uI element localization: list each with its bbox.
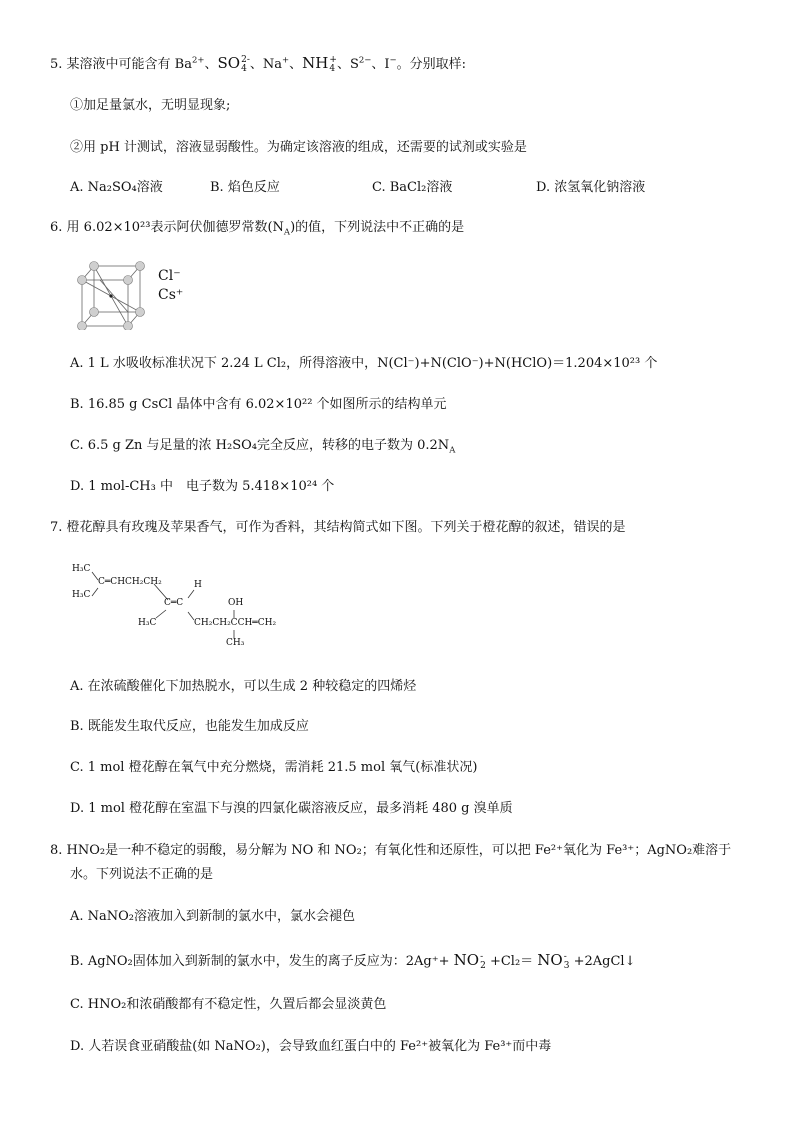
q8-stem-line2: 水。下列说法不正确的是 (70, 867, 214, 882)
cesium-label: Cs⁺ (158, 287, 184, 303)
cscl-unit-cell-figure (72, 258, 192, 330)
q7-stem: 7. 橙花醇具有玫瑰及苹果香气，可作为香料，其结构简式如下图。下列关于橙花醇的叙述，错误的是 (50, 520, 626, 535)
q5-option-c[interactable]: C. BaCl₂溶液 (372, 180, 453, 195)
q5-option-a[interactable]: A. Na₂SO₄溶液 (70, 180, 163, 195)
q8-option-b[interactable]: B. AgNO₂固体加入到新制的氯水中，发生的离子反应为：2Ag⁺+ NO - 2 +Cl₂＝ NO - 3 +2AgCl↓ (70, 951, 636, 971)
q7-option-b[interactable]: B. 既能发生取代反应，也能发生加成反应 (70, 719, 309, 734)
struct-chain-2: CH₂CH₂CCH═CH₂ (194, 618, 277, 628)
nerolidol-structure (70, 560, 310, 650)
q5-stem: 5. 某溶液中可能含有 $Ba^{2+}$、SO 2- 4 、Na+、NH + 4 、$S^{2-}$、I−。分别取样: (50, 54, 467, 74)
q6-option-a[interactable]: A. 1 L 水吸收标准状况下 2.24 L Cl₂，所得溶液中，N(Cl⁻)+N(ClO⁻)+N(HClO)＝1.204×10²³ 个 (70, 356, 658, 371)
struct-h3c-mid: H₃C (138, 618, 157, 628)
q7-option-d[interactable]: D. 1 mol 橙花醇在室温下与溴的四氯化碳溶液反应，最多消耗 480 g 溴单质 (70, 801, 513, 816)
q6-option-c[interactable]: C. 6.5 g Zn 与足量的浓 H₂SO₄完全反应，转移的电子数为 $0.2N_A$ (70, 438, 456, 456)
struct-h3c-top: H₃C (72, 564, 91, 574)
q8-option-c[interactable]: C. HNO₂和浓硝酸都有不稳定性，久置后都会显淡黄色 (70, 997, 387, 1012)
q8-option-a[interactable]: A. NaNO₂溶液加入到新制的氯水中，氯水会褪色 (70, 909, 356, 924)
q7-option-a[interactable]: A. 在浓硫酸催化下加热脱水，可以生成 2 种较稳定的四烯烃 (70, 679, 417, 694)
struct-cc-double-bond: C═C (164, 598, 184, 608)
struct-oh: OH (228, 598, 244, 608)
q8-stem-line1: 8. HNO₂是一种不稳定的弱酸，易分解为 NO 和 NO₂；有氧化性和还原性，可以把 Fe²⁺氧化为 Fe³⁺；AgNO₂难溶于 (50, 843, 732, 858)
structure-bonds (70, 560, 310, 650)
q5-step1: ①加足量氯水，无明显现象; (70, 98, 231, 113)
struct-h-atom: H (194, 580, 202, 590)
struct-ch3: CH₃ (226, 638, 245, 648)
q6-stem: 6. 用 6.02×10²³表示阿伏伽德罗常数$(N_A)$的值，下列说法中不正确的是 (50, 220, 465, 238)
struct-h3c-bottom: H₃C (72, 590, 91, 600)
q8-option-d[interactable]: D. 人若误食亚硝酸盐(如 NaNO₂)，会导致血红蛋白中的 Fe²⁺被氧化为 Fe³⁺而中毒 (70, 1039, 552, 1054)
q5-option-b[interactable]: B. 焰色反应 (210, 180, 280, 195)
chloride-label: Cl⁻ (158, 268, 181, 284)
struct-chain-1: C═CHCH₂CH₂ (98, 577, 162, 587)
q6-option-b[interactable]: B. 16.85 g CsCl 晶体中含有 6.02×10²² 个如图所示的结构单元 (70, 397, 447, 412)
q6-option-d[interactable]: D. 1 mol-CH₃ 中 电子数为 5.418×10²⁴ 个 (70, 479, 335, 494)
q5-option-d[interactable]: D. 浓氢氧化钠溶液 (536, 180, 646, 195)
q7-option-c[interactable]: C. 1 mol 橙花醇在氧气中充分燃烧，需消耗 21.5 mol 氧气(标准状况) (70, 760, 478, 775)
q5-step2: ②用 pH 计测试，溶液显弱酸性。为确定该溶液的组成，还需要的试剂或实验是 (70, 140, 527, 155)
